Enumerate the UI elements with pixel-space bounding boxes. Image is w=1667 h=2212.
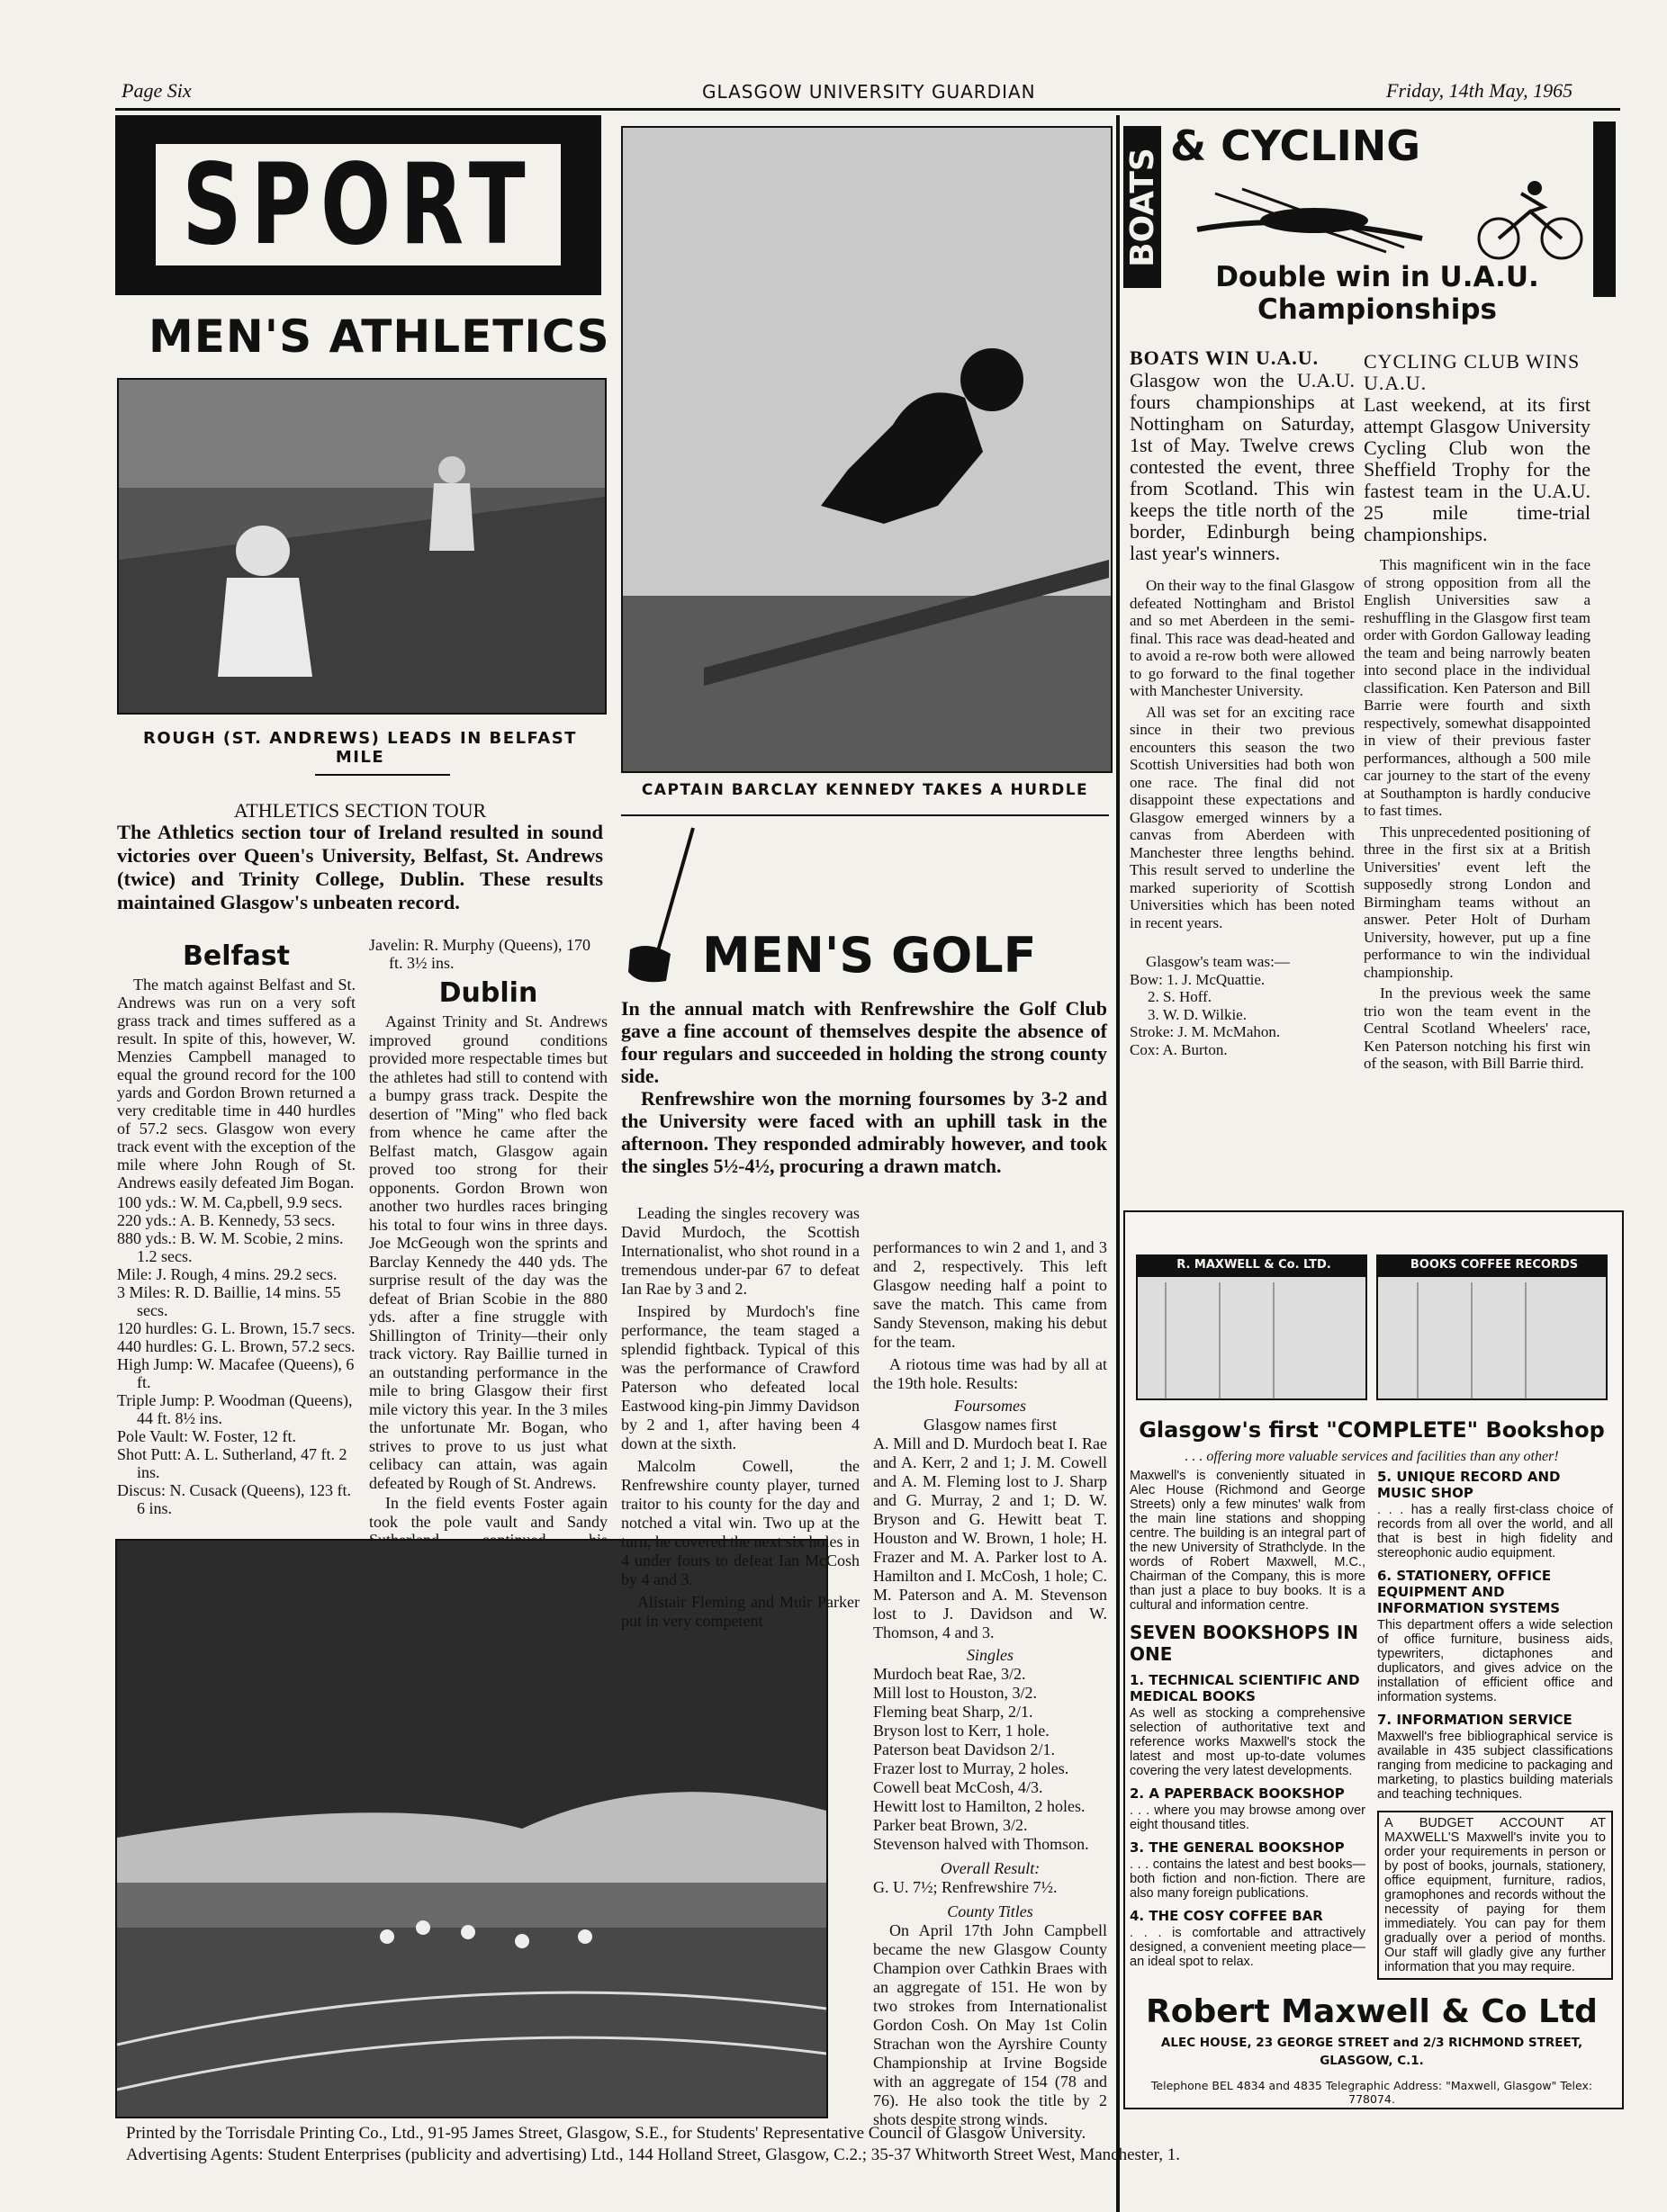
singles-heading: Singles [967,1646,1014,1664]
budget-account-box: A BUDGET ACCOUNT AT MAXWELL'S Maxwell's invite you to order your requirements in person or by post of books, journals, stationery, office equipment, furniture, radios, gramophones and records without the necessity of paying for them immediately. You can pay for them gradually over a period of months. Our staff will gladly give any further information that you may require. [1377,1811,1613,1980]
ad-seven-bookshops: SEVEN BOOKSHOPS IN ONE [1130,1622,1359,1665]
result-880: 880 yds.: B. W. M. Scobie, 2 mins. 1.2 secs. [117,1229,344,1265]
right-bar [1593,121,1616,297]
photo-hurdle [621,126,1113,773]
result-220: 220 yds.: A. B. Kennedy, 53 secs. [117,1211,336,1229]
result-100: 100 yds.: W. M. Ca,pbell, 9.9 secs. [117,1193,343,1211]
ad-company-name: Robert Maxwell & Co Ltd [1146,1993,1598,2030]
ad-address-2: GLASGOW, C.1. [1320,2054,1424,2068]
athletics-title: MEN'S ATHLETICS [149,310,610,363]
result-discus: Discus: N. Cusack (Queens), 123 ft. 6 ins. [117,1481,351,1517]
golf-col2: performances to win 2 and 1, and 3 and 2, respectively. This left Glasgow needing half a point to save the match. This came from Sandy Stevenson, making his debut for the team. A riotous time was had by all at the 19th hole. Results: Foursomes Glasgow names first A. Mill and D. Murdoch beat I. Rae and A. Kerr, 2 and 1; J. M. Cowell and A. M. Fleming lost to J. Sharp and G. Murray, 2 and 1; D. W. Bryson and G. Hewitt beat T. Houston and W. Brown, 1 hole; H. Frazer and M. A. Parker lost to A. Hamilton and I. McCosh, 1 hole; C. M. Paterson and A. M. Stevenson lost to J. Davidson and W. Thomson, 4 and 3. Singles Murdoch beat Rae, 3/2. Mill lost to Houston, 3/2. Fleming beat Sharp, 2/1. Bryson lost to Kerr, 1 hole. Paterson beat Davidson 2/1. Frazer lost to Murray, 2 holes. Cowell beat McCosh, 4/3. Hewitt lost to Hamilton, 2 holes. Parker beat Brown, 3/2. Stevenson halved with Thomson. Overall Result: G. U. 7½; Renfrewshire 7½. County Titles On April 17th John Campbell became the new Glasgow County Champion over Cathkin Braes with an aggregate of 151. He won by two strokes from Internationalist Gordon Cosh. On May 1st Colin Strachan won the Ayrshire County Championship at Irvine Bogside with an aggregate of 154 (78 and 76). He also took the title by 2 shots despite strong winds. [873,1238,1107,2128]
header-rule [115,108,1620,111]
ad-tagline: . . . offering more valuable services and facilities than any other! [1185,1449,1559,1464]
belfast-column [117,940,356,1517]
result-shotputt: Shot Putt: A. L. Sutherland, 47 ft. 2 ins. [117,1445,347,1481]
foursomes-text: A. Mill and D. Murdoch beat I. Rae and A. Kerr, 2 and 1; J. M. Cowell and A. M. Fleming lost to J. Sharp and G. Murray, 2 and 1; D. W. Bryson and G. Hewitt beat T. Houston and W. Brown, 1 hole; H. Frazer and M. A. Parker lost to A. Hamilton and I. McCosh, 1 hole; C. M. Paterson and A. M. Stevenson lost to J. Davidson and W. Thomson, 4 and 3. [873,1434,1107,1641]
dublin-column [369,936,608,1587]
ad-address-1: ALEC HOUSE, 23 GEORGE STREET and 2/3 RICHMOND STREET, [1160,2036,1583,2050]
boats-column [1130,346,1355,1058]
boats-text: On their way to the final Glasgow defeated Nottingham and Bristol and so met Aberdeen in the semi-final. This race was dead-heated and to avoid a re-row both were allowed to go forward to the final together with Manchester University. All was set for an exciting race since in their two previous encounters this season the two Scottish Universities had both won one race. The final did not disappoint these expectations and Glasgow emerged winners by a canvas from Aberdeen with Manchester three lengths behind. This result served to underline the marked superiority of Scottish Universities which has been noted in recent years. [1130,577,1355,931]
dublin-text: Against Trinity and St. Andrews improved ground conditions provided more respectable times but the athletes had still to contend with a bumpy grass track. Despite the desertion of "Ming" who fled back from whence he came after the Belfast match, Glasgow again proved too strong for their opponents. Gordon Brown won another two hurdles races bringing his total to four wins in three days. Joe McGeough won the sprints and Barclay Kennedy the 440 yds. The surprise result of the day was the defeat of Brian Scobie in the 880 yds. after a fine struggle with Shillington of Trinity—their only track victory. Ray Baillie turned in an outstanding performance in the mile to bring Glasgow their first mile victory this year. In the 3 miles the unfortunate Mr. Bogan, who strives to prove to us just what celibacy can attain, was again defeated by Rough of St. Andrews. [369,1012,608,1492]
issue-date: Friday, 14th May, 1965 [1386,79,1573,102]
boats-headline: Double win in U.A.U. Championships [1215,261,1539,326]
overall-result: G. U. 7½; Renfrewshire 7½. [873,1878,1058,1896]
rowing-cycling-illustration [1188,175,1584,261]
overall-heading: Overall Result: [940,1859,1041,1877]
ad-left-column: Maxwell's is conveniently situated in Alec House (Richmond and George Streets) only a few minutes' walk from the main line stations and shopping centre. The building is an integral part of the new University of Strathclyde. In the words of Robert Maxwell, M.C., Chairman of the Company, this is more than just a place to buy books. It is a cultural and information centre. SEVEN BOOKSHOPS IN ONE 1. TECHNICAL SCIENTIFIC AND MEDICAL BOOKS As well as stocking a comprehensive selection of authoritative text and reference works Maxwell's stock the latest and most up-to-date volumes covering the very latest developments. 2. A PAPERBACK BOOKSHOP . . . where you may browse among over eight thousand titles. 3. THE GENERAL BOOKSHOP . . . contains the latest and best books—both fiction and non-fiction. There are also many foreign publications. 4. THE COSY COFFEE BAR . . . is comfortable and attractively designed, a convenient meeting place—an ideal spot to relax. [1130,1469,1365,1969]
boats-side-banner: BOATS [1123,126,1161,288]
sport-banner [115,115,601,295]
shop-sign-right: BOOKS COFFEE RECORDS [1410,1258,1579,1272]
result-highjump: High Jump: W. Macafee (Queens), 6 ft. [117,1355,355,1391]
caption-hurdle: CAPTAIN BARCLAY KENNEDY TAKES A HURDLE [641,781,1089,799]
result-120h: 120 hurdles: G. L. Brown, 15.7 secs. [117,1319,356,1337]
boats-lead: Glasgow won the U.A.U. fours championships at Nottingham on Saturday, 1st of May. Twelve crews contested the event, three from Scotland. This win keeps the title north of the border, Edinburgh being last year's winners. [1130,369,1355,564]
result-mile: Mile: J. Rough, 4 mins. 29.2 secs. [117,1265,338,1283]
page-number: Page Six [122,79,192,102]
result-triplejump: Triple Jump: P. Woodman (Queens), 44 ft. 8½ ins. [117,1391,353,1427]
result-javelin: Javelin: R. Murphy (Queens), 170 ft. 3½ ins. [369,936,590,972]
foursomes-heading: Foursomes [954,1397,1026,1415]
belfast-text: The match against Belfast and St. Andrews was run on a very soft grass track and times suffered as a result. In spite of this, however, W. Menzies Campbell managed to equal the ground record for the 100 yards and Gordon Brown returned a very creditable time in 440 hurdles of 57.2 secs. Glasgow won every track event with the exception of the mile where John Rough of St. Andrews easily defeated Jim Bogan. [117,976,356,1191]
ad-right-column: 5. UNIQUE RECORD AND MUSIC SHOP . . . has a really first-class choice of records from all over the world, and all that is best in high fidelity and stereophonic audio equipment. 6. STATIONERY, OFFICE EQUIPMENT AND INFORMATION SYSTEMS This department offers a wide selection of office furniture, business aids, typewriters, dictaphones and duplicators, and gives advice on the installation of efficient office and information systems. 7. INFORMATION SERVICE Maxwell's free bibliographical service is available in 435 subject classifications ranging from medicine to packaging and marketing, to plastics building materials and teaching techniques. A BUDGET ACCOUNT AT MAXWELL'S Maxwell's invite you to order your requirements in person or by post of books, journals, stationery, office equipment, furniture, radios, gramophones and records without the necessity of paying for them immediately. You can pay for them gradually over a period of months. Our staff will gladly give any further information that you may require. [1377,1469,1613,1980]
column-divider [1116,115,1120,2212]
cycling-heading: CYCLING CLUB WINS U.A.U. [1364,350,1581,394]
ad-telephone: Telephone BEL 4834 and 4835 Telegraphic Address: "Maxwell, Glasgow" Telex: 778074. [1150,2079,1593,2106]
golf-title: MEN'S GOLF [702,927,1037,984]
singles-list: Murdoch beat Rae, 3/2. Mill lost to Houston, 3/2. Fleming beat Sharp, 2/1. Bryson lost to Kerr, 1 hole. Paterson beat Davidson 2/1. Frazer lost to Murray, 2 holes. Cowell beat McCosh, 4/3. Hewitt lost to Hamilton, 2 holes. Parker beat Brown, 3/2. Stevenson halved with Thomson. [873,1665,1089,1853]
foursomes-sub: Glasgow names first [924,1416,1057,1434]
boats-heading: BOATS WIN U.A.U. [1130,346,1320,369]
shop-sign-left: R. MAXWELL & Co. LTD. [1176,1258,1331,1272]
golf-club-icon [621,823,702,994]
belfast-results [117,1193,356,1517]
golf-col1: Leading the singles recovery was David Murdoch, the Scottish Internationalist, who shot round in a tremendous under-par 67 to defeat Ian Rae by 3 and 2. Inspired by Murdoch's fine performance, the team staged a splendid fightback. Typical of this was the performance of Crawford Paterson who defeated local Eastwood king-pin Jimmy Davidson by 2 and 1, after having been 4 down at the sixth. Malcolm Cowell, the Renfrewshire county player, turned traitor to his county for the day and notched a vital win. Two up at the turn, he covered the next six holes in 4 under fours to defeat Ian McCosh by 4 and 3. Alistair Fleming and Muir Parker put in very competent [621,1204,860,1630]
result-3miles: 3 Miles: R. D. Baillie, 14 mins. 55 secs. [117,1283,341,1319]
sport-title: SPORT [182,139,535,270]
result-polevault: Pole Vault: W. Foster, 12 ft. [117,1427,296,1445]
tour-intro: The Athletics section tour of Ireland resulted in sound victories over Queen's University, Belfast, St. Andrews (twice) and Trinity College, Dublin. These results maintained Glasgow's unbeaten record. [117,821,603,913]
footer-agents: Advertising Agents: Student Enterprises (publicity and advertising) Ltd., 144 Holland Street, Glasgow, C.2.; 35-37 Whitworth Street West, Manchester, 1. [126,2145,1180,2164]
caption-rule [315,774,450,776]
masthead: GLASGOW UNIVERSITY GUARDIAN [702,81,1036,103]
footer-printer: Printed by the Torrisdale Printing Co., Ltd., 91-95 James Street, Glasgow, S.E., for Students' Representative Council of Glasgow University. [126,2124,1086,2143]
boats-team: Glasgow's team was:— Bow: 1. J. McQuattie. 2. S. Hoff. 3. W. D. Wilkie. Stroke: J. M. McMahon. Cox: A. Burton. [1130,953,1290,1058]
dublin-heading: Dublin [438,977,538,1009]
county-text: On April 17th John Campbell became the new Glasgow County Champion over Cathkin Braes with an aggregate of 151. He won by two strokes from Internationalist Gordon Cosh. On May 1st Colin Strachan won the Ayrshire County Championship at Irvine Bogside with an aggregate of 154 (78 and 76). He also took the title by 2 shots despite strong winds. [873,1921,1107,2128]
dublin-text-2: In the field events Foster again took the pole vault and Sandy [369,1494,608,1531]
tour-heading: ATHLETICS SECTION TOUR [233,799,487,822]
golf-intro: In the annual match with Renfrewshire the Golf Club gave a fine account of themselves despite the absence of four regulars and succeeded in holding the strong county side. Renfrewshire won the morning foursomes by 3-2 and the University were faced with an uphill task in the afternoon. They responded admirably however, and took the singles 5½-4½, procuring a drawn match. [621,997,1107,1177]
belfast-heading: Belfast [183,940,290,972]
ad-headline: Glasgow's first "COMPLETE" Bookshop [1139,1417,1605,1443]
cycling-column [1364,351,1590,1076]
result-440h: 440 hurdles: G. L. Brown, 57.2 secs. [117,1337,356,1355]
county-heading: County Titles [947,1902,1033,1920]
photo-belfast-mile [117,378,607,715]
cycling-text: This magnificent win in the face of strong opposition from all the English Universities saw a reshuffling in the Glasgow first team order with Gordon Galloway leading the team and being narrowly beaten into second place in the individual classification. Ken Paterson and Bill Barrie were fourth and sixth respectively, somewhat disappointed in view of their previous faster performances, although a 500 mile car journey to the start of the eveny at Southampton is hardly conducive to fast times. This unprecedented positioning of three in the first six at a British Universities' event left the supposedly strong London and Birmingham teams without an answer. Peter Holt of Durham University, however, put up a fine performance to win the individual championship. In the previous week the same trio won the team event in the Central Scotland Wheelers' race, Ken Paterson notching his first win of the season, with Bill Barrie third. [1364,556,1590,1072]
cycling-title: & CYCLING [1170,121,1420,170]
cycling-lead: Last weekend, at its first attempt Glasgow University Cycling Club won the Sheffield Trophy for the fastest team in the U.A.U. 25 mile time-trial championships. [1364,393,1590,545]
golf-top-rule [621,814,1109,816]
ad-intro: Maxwell's is conveniently situated in Alec House (Richmond and George Streets) only a few minutes' walk from the main line stations and shopping centre. The building is an integral part of the new University of Strathclyde. In the words of Robert Maxwell, M.C., Chairman of the Company, this is more than just a place to buy books. It is a cultural and information centre. [1130,1469,1365,1613]
shopfront-illustration [1130,1219,1614,1408]
caption-belfast-mile: ROUGH (ST. ANDREWS) LEADS IN BELFAST MILE [143,729,577,767]
